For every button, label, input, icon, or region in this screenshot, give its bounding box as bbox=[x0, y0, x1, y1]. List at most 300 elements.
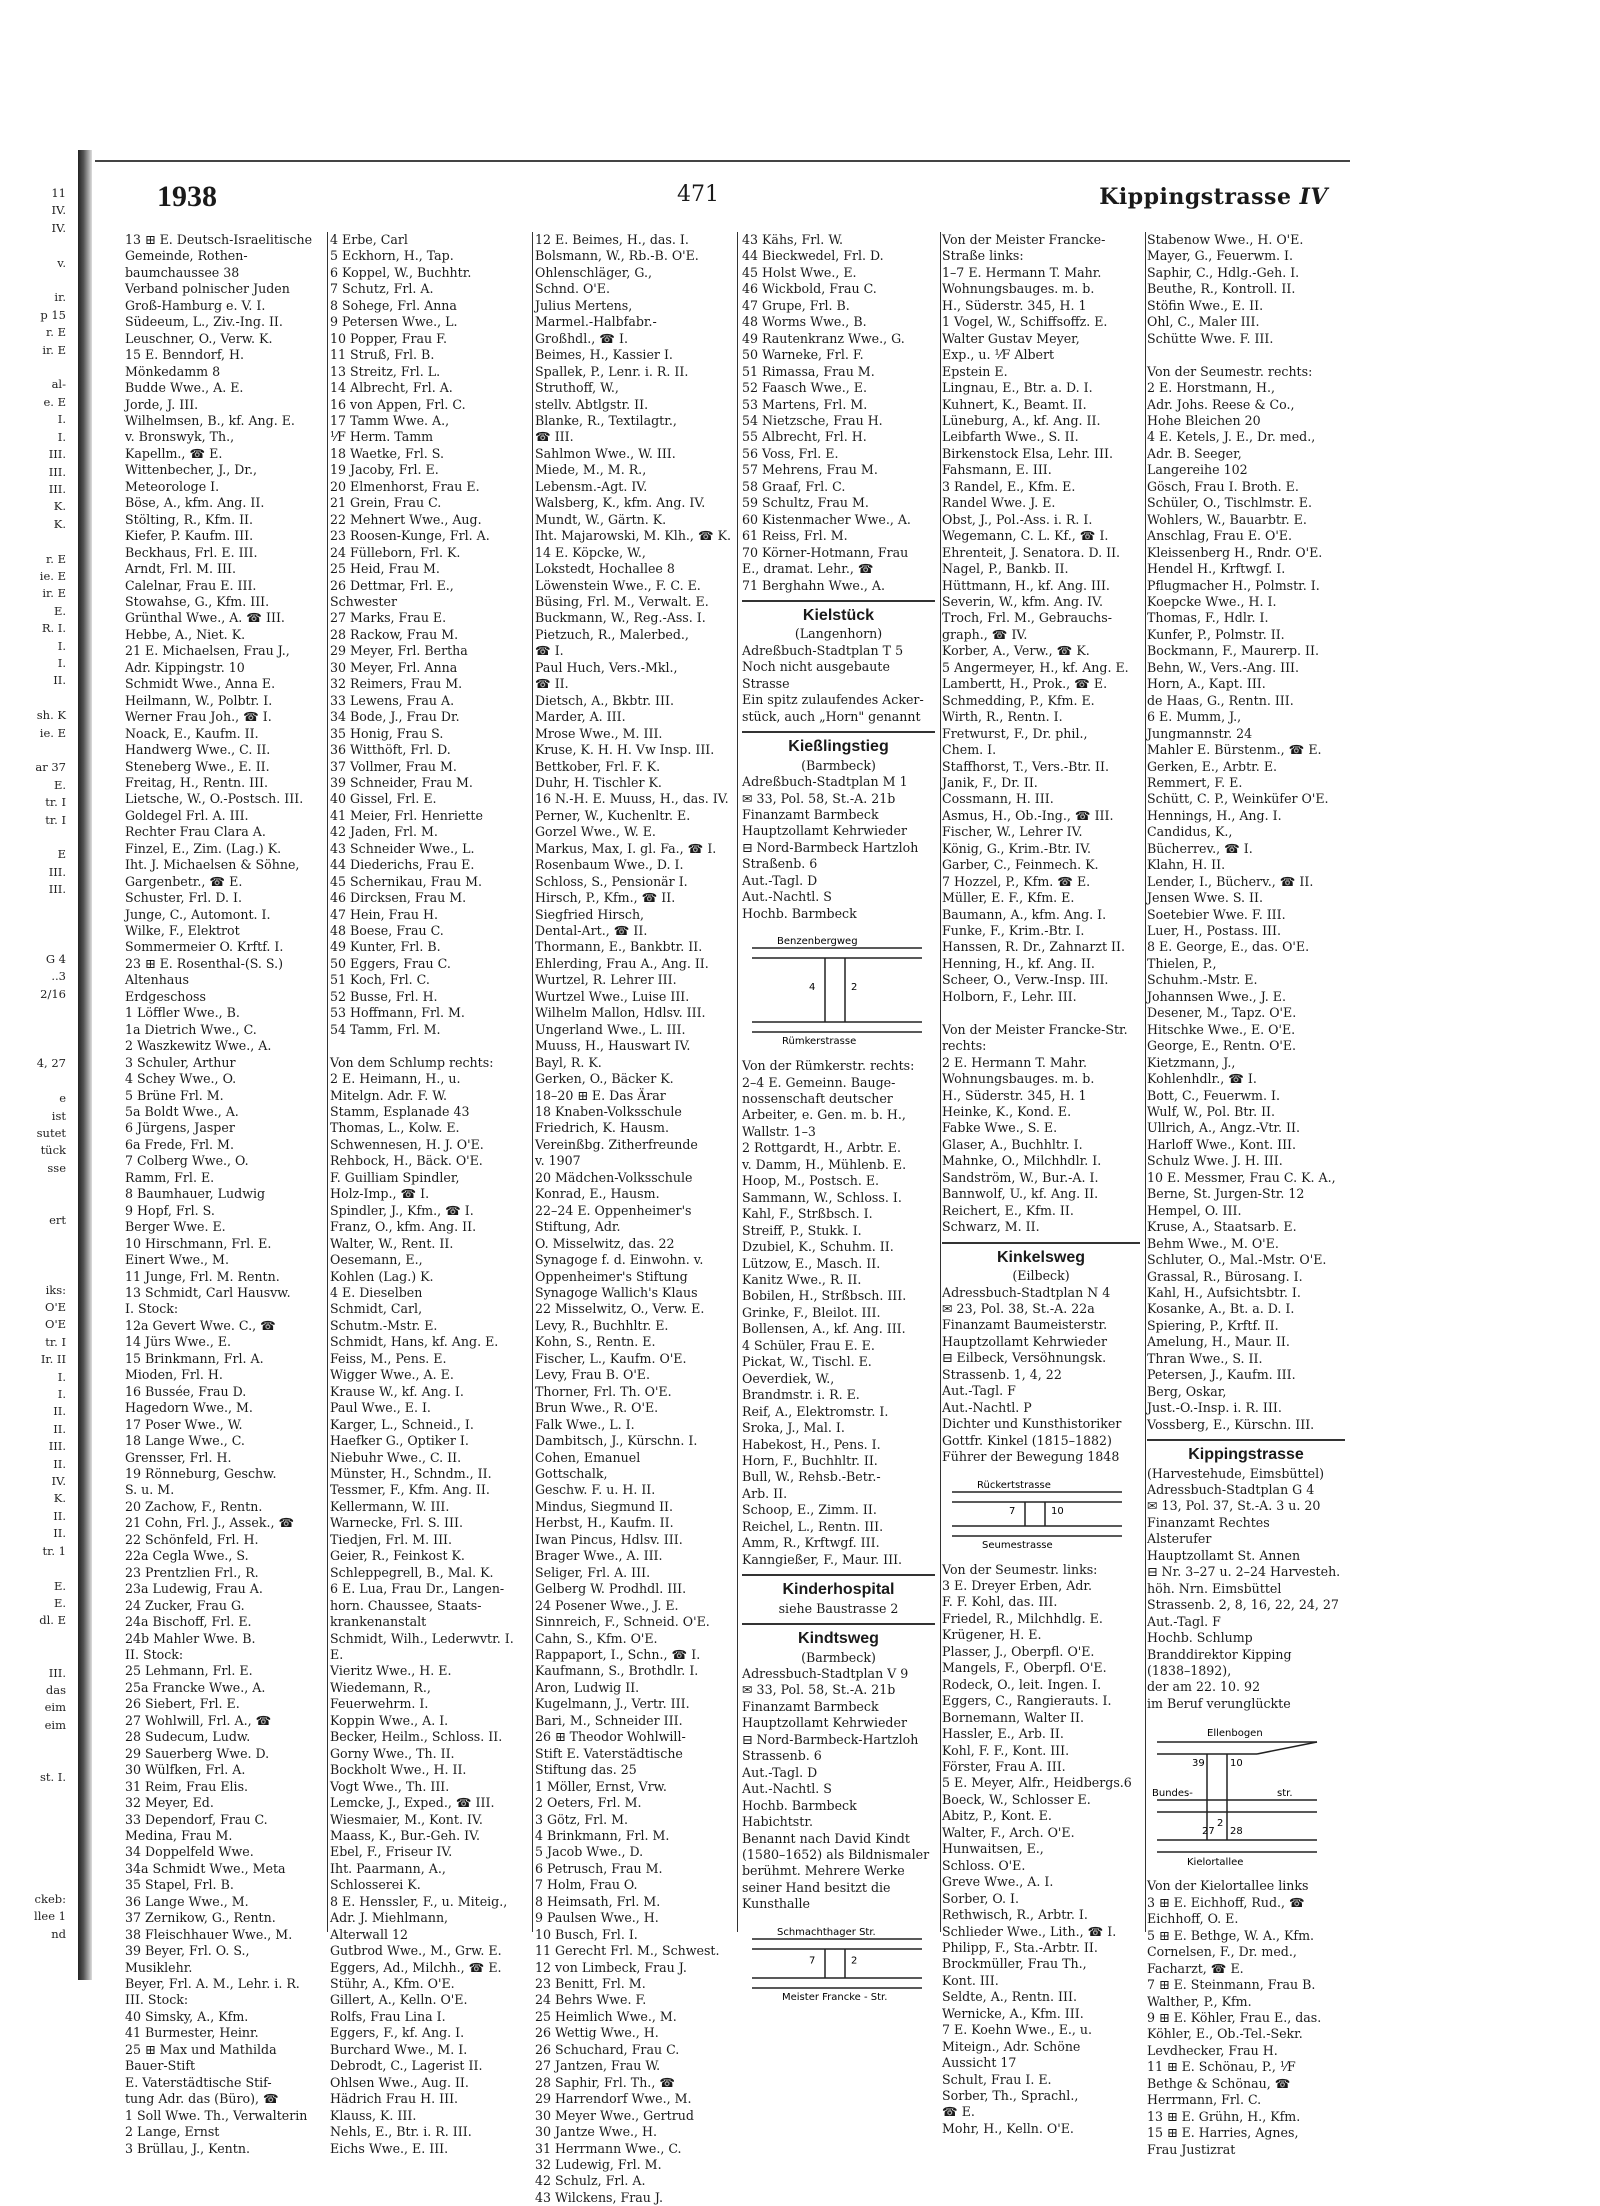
directory-entry: 10 Busch, Frl. I. bbox=[535, 1926, 638, 1942]
directory-entry: Henning, H., kf. Ang. II. bbox=[942, 955, 1095, 971]
directory-entry: Cohen, Emanuel bbox=[535, 1449, 641, 1465]
directory-entry: Böse, A., kfm. Ang. II. bbox=[125, 495, 265, 511]
directory-entry: Calelnar, Frau E. III. bbox=[125, 577, 257, 593]
margin-fragment bbox=[0, 1873, 70, 1890]
directory-entry: Klahn, H. II. bbox=[1147, 857, 1226, 873]
street-info-line: höh. Nrn. Eimsbüttel bbox=[1147, 1580, 1282, 1596]
directory-entry: Kanitz Wwe., R. II. bbox=[742, 1272, 862, 1288]
directory-entry: 54 Nietzsche, Frau H. bbox=[742, 412, 883, 428]
street-info-line: Finanzamt Baumeisterstr. bbox=[942, 1317, 1108, 1333]
margin-fragment: sutet bbox=[36, 1125, 66, 1140]
directory-entry: Gelberg W. Prodhdl. III. bbox=[535, 1581, 687, 1597]
directory-entry: 3 Götz, Frl. M. bbox=[535, 1811, 629, 1827]
directory-entry: E., dramat. Lehr., ☎ bbox=[742, 561, 874, 577]
directory-entry: Beckhaus, Frl. E. III. bbox=[125, 544, 258, 560]
margin-fragment: ert bbox=[49, 1212, 66, 1227]
directory-entry: Schmedding, P., Kfm. E. bbox=[942, 692, 1095, 708]
directory-entry: 11 Struß, Frl. B. bbox=[330, 347, 435, 363]
directory-entry: 9 Petersen Wwe., L. bbox=[330, 314, 458, 330]
directory-entry: Asmus, H., Ob.-Ing., ☎ III. bbox=[942, 807, 1114, 823]
street-info-line: Dichter und Kunsthistoriker bbox=[942, 1416, 1122, 1432]
directory-entry: Horn, F., Buchhltr. II. bbox=[742, 1453, 878, 1468]
directory-entry: 14 Jürs Wwe., E. bbox=[125, 1334, 232, 1350]
directory-entry: 26 ⊞ Theodor Wohlwill- bbox=[535, 1729, 686, 1745]
directory-entry: Brager Wwe., A. III. bbox=[535, 1548, 663, 1564]
directory-entry: Bettkober, Frl. F. K. bbox=[535, 758, 661, 774]
directory-entry: 23 ⊞ E. Rosenthal-(S. S.) bbox=[125, 955, 284, 971]
directory-entry: Kohlen (Lag.) K. bbox=[330, 1268, 434, 1284]
directory-entry: Fischer, L., Kaufm. O'E. bbox=[535, 1350, 687, 1366]
street-info-line: Hochb. Schlump bbox=[1147, 1630, 1253, 1646]
book-spine bbox=[78, 150, 92, 1980]
directory-entry: Ohlsen Wwe., Aug. II. bbox=[330, 2074, 469, 2090]
street-info-line: Führer der Bewegung 1848 bbox=[942, 1449, 1120, 1465]
directory-entry: Lebensm.-Agt. IV. bbox=[535, 478, 648, 494]
margin-fragment bbox=[0, 1038, 70, 1055]
directory-entry: Wulf, W., Pol. Btr. II. bbox=[1147, 1104, 1276, 1120]
directory-entry: Gemeinde, Rothen- bbox=[125, 248, 248, 264]
street-section-title: Kinkelsweg bbox=[996, 1248, 1086, 1266]
street-info-line: Benannt nach David Kindt bbox=[742, 1830, 910, 1846]
directory-entry: 5 E. Meyer, Alfr., Heidbergs.6 bbox=[942, 1775, 1132, 1791]
directory-entry: Lokstedt, Hochallee 8 bbox=[535, 561, 675, 577]
street-info-line: Kunsthalle bbox=[742, 1896, 811, 1912]
directory-entry: Amelung, H., Maur. II. bbox=[1147, 1334, 1290, 1350]
directory-entry: Müller, E. F., Kfm. E. bbox=[942, 890, 1075, 906]
margin-fragment bbox=[0, 1229, 70, 1246]
directory-entry: Schuster, Frl. D. I. bbox=[125, 890, 242, 906]
directory-entry: Wigger Wwe., A. E. bbox=[330, 1367, 454, 1383]
directory-entry: Pflugmacher H., Polmstr. I. bbox=[1147, 577, 1320, 593]
directory-entry: 5a Boldt Wwe., A. bbox=[125, 1104, 239, 1120]
directory-entry: Von dem Schlump rechts: bbox=[330, 1054, 494, 1070]
street-location-sketch bbox=[742, 930, 935, 1050]
directory-entry: Herbst, H., Kaufm. II. bbox=[535, 1515, 674, 1531]
directory-entry: Ullrich, A., Angz.-Vtr. II. bbox=[1147, 1120, 1300, 1136]
directory-entry: Lietsche, W., O.-Postsch. III. bbox=[125, 791, 304, 807]
directory-entry: Struthoff, W., bbox=[535, 380, 619, 396]
directory-entry: Rethwisch, R., Arbtr. I. bbox=[942, 1907, 1088, 1923]
directory-entry: Eggers, F., kf. Ang. I. bbox=[330, 2025, 465, 2041]
section-divider bbox=[742, 731, 935, 733]
directory-entry: 36 Witthöft, Frl. D. bbox=[330, 742, 451, 758]
margin-fragment: E bbox=[57, 847, 66, 862]
directory-entry: Adr. J. Miehlmann, bbox=[330, 1910, 449, 1926]
directory-entry: Hohe Bleichen 20 bbox=[1147, 412, 1261, 428]
directory-entry: Kosanke, A., Bt. a. D. I. bbox=[1147, 1301, 1295, 1317]
directory-entry: Fabke Wwe., S. E. bbox=[942, 1120, 1058, 1136]
margin-fragment: ir. E bbox=[42, 342, 66, 357]
directory-entry: Mohr, H., Kelln. O'E. bbox=[942, 2120, 1074, 2136]
directory-entry: Brun Wwe., R. O'E. bbox=[535, 1400, 659, 1416]
margin-fragment bbox=[0, 1786, 70, 1803]
directory-entry: Desener, M., Tapz. O'E. bbox=[1147, 1005, 1297, 1021]
street-info-line: Alsterufer bbox=[1147, 1531, 1212, 1547]
directory-entry: Wurtzel Wwe., Luise III. bbox=[535, 988, 690, 1004]
directory-entry: 37 Vollmer, Frau M. bbox=[330, 758, 457, 774]
directory-entry: 3 Brüllau, J., Kentn. bbox=[125, 2140, 250, 2156]
directory-entry: 55 Albrecht, Frl. H. bbox=[742, 429, 867, 445]
directory-entry: ☎ I. bbox=[535, 643, 564, 659]
directory-entry: 60 Kistenmacher Wwe., A. bbox=[742, 511, 911, 527]
margin-fragment bbox=[0, 1003, 70, 1020]
directory-entry: Gutbrod Wwe., M., Grw. E. bbox=[330, 1943, 502, 1959]
directory-entry: 7 Hozzel, P., Kfm. ☎ E. bbox=[942, 873, 1091, 889]
directory-entry: 24 Behrs Wwe. F. bbox=[535, 1992, 647, 2008]
directory-entry: 11 Gerecht Frl. M., Schwest. bbox=[535, 1943, 720, 1959]
directory-entry: Altenhaus bbox=[125, 972, 189, 988]
directory-entry: Wiesmaier, M., Kont. IV. bbox=[330, 1811, 483, 1827]
directory-entry: 27 Marks, Frau E. bbox=[330, 610, 447, 626]
margin-fragment bbox=[0, 1752, 70, 1769]
directory-entry: 28 Sudecum, Ludw. bbox=[125, 1729, 251, 1745]
street-info-line: Aut.-Nachtl. S bbox=[742, 889, 832, 905]
margin-fragment: nd bbox=[51, 1926, 66, 1941]
margin-fragment: III. bbox=[48, 1439, 66, 1454]
directory-entry: Hitschke Wwe., E. O'E. bbox=[1147, 1021, 1296, 1037]
directory-entry: Becker, Heilm., Schloss. II. bbox=[330, 1729, 503, 1745]
margin-fragment: I. bbox=[57, 1369, 66, 1384]
directory-entry: Bull, W., Rehsb.-Betr.- bbox=[742, 1469, 881, 1485]
directory-entry: Troch, Frl. M., Gebrauchs- bbox=[942, 610, 1112, 626]
directory-entry: 51 Koch, Frl. C. bbox=[330, 972, 430, 988]
column-rule bbox=[1145, 232, 1146, 1932]
directory-entry: Eggers, C., Rangierauts. I. bbox=[942, 1693, 1112, 1709]
directory-entry: 27 Jantzen, Frau W. bbox=[535, 2058, 661, 2074]
previous-page-sliver bbox=[0, 185, 70, 1975]
margin-fragment: E. bbox=[53, 603, 66, 618]
directory-entry: H., Süderstr. 345, H. 1 bbox=[942, 1087, 1087, 1103]
directory-entry: Bücherrev., ☎ I. bbox=[1147, 840, 1253, 856]
directory-entry: Stölting, R., Kfm. II. bbox=[125, 511, 254, 527]
street-info-line: Strassenb. 1, 4, 22 bbox=[942, 1366, 1062, 1382]
directory-entry: Rodeck, O., leit. Ingen. I. bbox=[942, 1676, 1102, 1692]
directory-entry: Fahsmann, E. III. bbox=[942, 462, 1052, 478]
directory-entry: 13 Streitz, Frl. L. bbox=[330, 363, 441, 379]
directory-entry: Lemcke, J., Exped., ☎ III. bbox=[330, 1795, 495, 1811]
street-section-title: Kießlingstieg bbox=[788, 738, 889, 756]
directory-entry: Meteorologe I. bbox=[125, 478, 220, 494]
directory-entry: Von der Meister Francke-Str. bbox=[942, 1021, 1128, 1037]
margin-fragment: sse bbox=[47, 1160, 66, 1175]
directory-entry: Boeck, W., Schlosser E. bbox=[942, 1791, 1091, 1807]
street-info-line: Finanzamt Barmbeck bbox=[742, 1698, 879, 1714]
directory-entry: Wirth, R., Rentn. I. bbox=[942, 709, 1063, 725]
directory-entry: Mahler E. Bürstenm., ☎ E. bbox=[1147, 742, 1322, 758]
directory-entry: Saphir, C., Hdlg.-Geh. I. bbox=[1147, 264, 1300, 280]
street-section-district: (Barmbeck) bbox=[801, 757, 876, 773]
margin-fragment: ar 37 bbox=[35, 760, 66, 775]
directory-entry: Schwennesen, H. J. O'E. bbox=[330, 1136, 484, 1152]
directory-entry: O. Misselwitz, das. 22 bbox=[535, 1235, 675, 1251]
directory-entry: Erdgeschoss bbox=[125, 988, 206, 1004]
directory-entry: 8 Sohege, Frl. Anna bbox=[330, 297, 457, 313]
street-location-sketch bbox=[1147, 1720, 1345, 1870]
street-info-line: seiner Hand besitzt die bbox=[742, 1879, 891, 1895]
directory-entry: Berne, St. Jurgen-Str. 12 bbox=[1147, 1186, 1305, 1202]
directory-entry: Schoop, E., Zimm. II. bbox=[742, 1502, 877, 1518]
directory-entry: 8 Baumhauer, Ludwig bbox=[125, 1186, 266, 1202]
directory-entry: Von der Meister Francke- bbox=[942, 232, 1106, 247]
directory-entry: 28 Saphir, Frl. Th., ☎ bbox=[535, 2074, 676, 2090]
directory-entry: 38 Fleischhauer Wwe., M. bbox=[125, 1926, 293, 1942]
directory-entry: Wernicke, A., Kfm. III. bbox=[942, 2005, 1084, 2021]
directory-entry: Schloss, S., Pensionär I. bbox=[535, 873, 688, 889]
directory-entry: Mioden, Frl. H. bbox=[125, 1367, 223, 1383]
directory-entry: Anschlag, Frau E. O'E. bbox=[1147, 528, 1293, 544]
directory-entry: Rechter Frau Clara A. bbox=[125, 824, 266, 840]
street-info-line: Branddirektor Kipping bbox=[1147, 1646, 1292, 1662]
directory-entry: Walter, W., Rent. II. bbox=[330, 1235, 454, 1251]
directory-entry: Seldte, A., Rentn. III. bbox=[942, 1989, 1077, 2005]
street-info-line: Hauptzollamt Kehrwieder bbox=[942, 1333, 1107, 1349]
margin-fragment: III. bbox=[48, 882, 66, 897]
street-info-line: ✉ 33, Pol. 58, St.-A. 21b bbox=[742, 1682, 896, 1698]
directory-entry: Rolfs, Frau Lina I. bbox=[330, 2008, 446, 2024]
directory-entry: Brandmstr. i. R. E. bbox=[742, 1387, 860, 1403]
directory-entry: Kleissenberg H., Rndr. O'E. bbox=[1147, 544, 1323, 560]
directory-entry: Fischer, W., Lehrer IV. bbox=[942, 824, 1083, 840]
map-house-number: 2 bbox=[1217, 1818, 1224, 1830]
section-divider bbox=[1147, 1439, 1345, 1441]
directory-entry: 49 Kunter, Frl. B. bbox=[330, 939, 441, 955]
directory-entry: Bockmann, F., Maurerp. II. bbox=[1147, 643, 1320, 659]
map-street-name: Seumestrasse bbox=[982, 1539, 1053, 1551]
directory-entry: nossenschaft deutscher bbox=[742, 1091, 893, 1107]
directory-entry: Vieritz Wwe., H. E. bbox=[330, 1663, 452, 1679]
directory-entry: Beimes, H., Kassier I. bbox=[535, 347, 673, 363]
directory-entry: Oppenheimer's Stiftung bbox=[535, 1268, 688, 1284]
directory-entry: Schlosserei K. bbox=[330, 1877, 421, 1893]
directory-entry: 26 Dettmar, Frl. E., bbox=[330, 577, 454, 593]
directory-entry: Schulz Wwe. J. H. III. bbox=[1147, 1153, 1283, 1169]
directory-entry: 1 Möller, Ernst, Vrw. bbox=[535, 1778, 667, 1794]
directory-entry: 18 Lange Wwe., C. bbox=[125, 1433, 245, 1449]
directory-entry: Spiering, P., Krftf. II. bbox=[1147, 1317, 1279, 1333]
margin-fragment: ckeb: bbox=[34, 1891, 66, 1906]
map-house-number: 10 bbox=[1051, 1505, 1064, 1517]
directory-entry: 30 Wülfken, Frl. A. bbox=[125, 1762, 246, 1778]
directory-entry: 57 Mehrens, Frau M. bbox=[742, 462, 878, 478]
directory-entry: 4 E. Dieselben bbox=[330, 1285, 423, 1300]
directory-entry: Sorber, Th., Sprachl., bbox=[942, 2088, 1079, 2104]
margin-fragment: O'E bbox=[45, 1300, 66, 1314]
margin-fragment bbox=[0, 1734, 70, 1751]
margin-fragment bbox=[0, 742, 70, 759]
directory-entry: E. bbox=[330, 1646, 344, 1662]
margin-fragment: K. bbox=[53, 516, 66, 531]
directory-entry: Von der Seumestr. links: bbox=[942, 1561, 1098, 1577]
directory-entry: Mönkedamm 8 bbox=[125, 363, 221, 379]
directory-entry: 7 Schutz, Frl. A. bbox=[330, 281, 434, 297]
map-house-number: 7 bbox=[809, 1955, 816, 1967]
directory-entry: Stühr, A., Kfm. O'E. bbox=[330, 1976, 455, 1992]
directory-entry: Geier, R., Feinkost K. bbox=[330, 1548, 465, 1564]
directory-entry: Leibfarth Wwe., S. II. bbox=[942, 429, 1079, 445]
directory-entry: 42 Jaden, Frl. M. bbox=[330, 824, 438, 840]
directory-entry: Einert Wwe., M. bbox=[125, 1252, 229, 1268]
directory-entry: 15 Brinkmann, Frl. A. bbox=[125, 1350, 264, 1366]
directory-entry: Nagel, P., Bankb. II. bbox=[942, 561, 1069, 577]
directory-entry: 61 Reiss, Frl. M. bbox=[742, 528, 848, 544]
column-4 bbox=[742, 232, 935, 2003]
directory-entry: Lambertt, H., Prok., ☎ E. bbox=[942, 676, 1108, 692]
page-header bbox=[95, 180, 1350, 220]
directory-entry: Ohlenschläger, G., bbox=[535, 264, 652, 280]
page-street-heading bbox=[1099, 184, 1328, 210]
directory-entry: Sorber, O. I. bbox=[942, 1890, 1019, 1906]
directory-entry: Schleppegrell, B., Mal. K. bbox=[330, 1564, 494, 1580]
directory-entry: Schwester bbox=[330, 593, 398, 609]
directory-entry: Tessmer, F., Kfm. Ang. II. bbox=[330, 1482, 490, 1498]
directory-entry: 25 Heid, Frau M. bbox=[330, 561, 440, 577]
margin-fragment: das bbox=[45, 1682, 66, 1697]
directory-entry: Straße links: bbox=[942, 248, 1024, 264]
directory-entry: 33 Dependorf, Frau C. bbox=[125, 1811, 268, 1827]
directory-entry: Hagedorn Wwe., M. bbox=[125, 1400, 253, 1416]
street-location-sketch bbox=[942, 1474, 1140, 1554]
directory-entry: Hebbe, A., Niet. K. bbox=[125, 626, 246, 642]
directory-entry: 17 Tamm Wwe. A., bbox=[330, 412, 450, 428]
street-info-line: Adressbuch-Stadtplan G 4 bbox=[1147, 1481, 1315, 1497]
directory-entry: Staffhorst, T., Vers.-Btr. II. bbox=[942, 758, 1109, 774]
directory-entry: Kapellm., ☎ E. bbox=[125, 445, 223, 461]
street-info-line: Hauptzollamt Kehrwieder bbox=[742, 1715, 907, 1731]
directory-entry: Kohl, F. F., Kont. III. bbox=[942, 1742, 1070, 1758]
directory-entry: 20 Elmenhorst, Frau E. bbox=[330, 478, 480, 494]
margin-fragment: ..3 bbox=[51, 969, 66, 984]
street-info-line: (Harvestehude, Eimsbüttel) bbox=[1147, 1465, 1325, 1481]
directory-entry: Wilhelm Mallon, Hdlsv. III. bbox=[535, 1005, 706, 1021]
directory-entry: 4 Erbe, Carl bbox=[330, 232, 408, 247]
directory-entry: Arndt, Frl. M. III. bbox=[125, 561, 236, 577]
directory-entry: Langereihe 102 bbox=[1147, 462, 1248, 478]
margin-fragment: llee 1 bbox=[34, 1909, 66, 1924]
directory-entry: Thormann, E., Bankbtr. II. bbox=[535, 939, 703, 955]
margin-fragment: II. bbox=[53, 1421, 66, 1436]
directory-entry: Just.-O.-Insp. i. R. III. bbox=[1147, 1400, 1282, 1416]
directory-entry: Tiedjen, Frl. M. III. bbox=[330, 1531, 453, 1547]
map-street-name: Ellenbogen bbox=[1207, 1728, 1263, 1740]
directory-entry: Walsberg, K., kfm. Ang. IV. bbox=[535, 495, 706, 511]
directory-entry: 59 Schultz, Frau M. bbox=[742, 495, 869, 511]
directory-entry: Siegfried Hirsch, bbox=[535, 906, 645, 922]
street-info-line: (1838–1892), bbox=[1147, 1662, 1232, 1678]
margin-fragment: O'E bbox=[45, 1317, 66, 1332]
directory-entry: Hennings, H., Ang. I. bbox=[1147, 807, 1282, 823]
column-5 bbox=[942, 232, 1140, 2136]
directory-entry: Werner Frau Joh., ☎ I. bbox=[125, 709, 272, 725]
directory-entry: 4 E. Ketels, J. E., Dr. med., bbox=[1147, 429, 1316, 445]
directory-entry: Iht. Majarowski, M. Klh., ☎ K. bbox=[535, 528, 732, 544]
directory-entry: 45 Schernikau, Frau M. bbox=[330, 873, 482, 889]
directory-entry: Vereinßbg. Zitherfreunde bbox=[535, 1136, 698, 1152]
directory-entry: 34a Schmidt Wwe., Meta bbox=[125, 1860, 286, 1876]
street-info-line: Aut.-Tagl. F bbox=[942, 1383, 1016, 1399]
section-divider bbox=[742, 1623, 935, 1625]
directory-entry: Rehbock, H., Bäck. O'E. bbox=[330, 1153, 483, 1169]
directory-entry: 36 Lange Wwe., M. bbox=[125, 1893, 249, 1909]
directory-entry: Petersen, J., Kaufm. III. bbox=[1147, 1367, 1296, 1383]
map-house-number: 27 bbox=[1202, 1826, 1215, 1838]
directory-entry: Maass, K., Bur.-Geh. IV. bbox=[330, 1827, 481, 1843]
directory-entry: Kahl, H., Aufsichtsbtr. I. bbox=[1147, 1285, 1301, 1300]
map-house-number: 2 bbox=[851, 1955, 858, 1967]
directory-entry: 21 Cohn, Frl. J., Assek., ☎ bbox=[125, 1515, 295, 1531]
margin-fragment: 4, 27 bbox=[36, 1056, 66, 1071]
directory-entry: Wegemann, C. L. Kf., ☎ I. bbox=[942, 528, 1109, 544]
directory-entry: Iht. J. Michaelsen & Söhne, bbox=[125, 857, 300, 873]
directory-entry: Facharzt, ☎ E. bbox=[1147, 1960, 1244, 1976]
margin-fragment: II. bbox=[53, 1404, 66, 1419]
directory-entry: Leuschner, O., Verw. K. bbox=[125, 330, 273, 346]
directory-entry: Budde Wwe., A. E. bbox=[125, 380, 244, 396]
directory-entry: Warnecke, Frl. S. III. bbox=[330, 1515, 463, 1531]
directory-entry: 43 Schneider Wwe., L. bbox=[330, 840, 475, 856]
directory-entry: Buckmann, W., Reg.-Ass. I. bbox=[535, 610, 706, 626]
map-house-number: 4 bbox=[809, 982, 816, 994]
directory-entry: ☎ II. bbox=[535, 676, 569, 692]
map-street-name: Bundes- bbox=[1152, 1788, 1193, 1800]
directory-entry: Gorzel Wwe., W. E. bbox=[535, 824, 656, 840]
directory-entry: 54 Tamm, Frl. M. bbox=[330, 1021, 441, 1037]
directory-entry: Dental-Art., ☎ II. bbox=[535, 923, 648, 939]
directory-entry: Synagoge Wallich's Klaus bbox=[535, 1285, 698, 1300]
directory-entry: Gargenbetr., ☎ E. bbox=[125, 873, 243, 889]
margin-fragment: G 4 bbox=[45, 951, 66, 966]
section-divider bbox=[742, 600, 935, 602]
map-street-name: Benzenbergweg bbox=[777, 936, 858, 948]
directory-entry: Scheer, O., Verw.-Insp. III. bbox=[942, 972, 1109, 988]
directory-entry: 4 Schey Wwe., O. bbox=[125, 1071, 237, 1087]
directory-entry: 29 Sauerberg Wwe. D. bbox=[125, 1745, 270, 1761]
directory-entry: Wohnungsbauges. m. b. bbox=[942, 1071, 1095, 1087]
directory-entry: Duhr, H. Tischler K. bbox=[535, 774, 662, 790]
directory-entry: Wohnungsbauges. m. b. bbox=[942, 281, 1095, 297]
directory-entry: 51 Rimassa, Frau M. bbox=[742, 363, 875, 379]
directory-entry: Herrmann, Frl. C. bbox=[1147, 2092, 1262, 2108]
directory-entry: Eggers, Ad., Milchh., ☎ E. bbox=[330, 1959, 502, 1975]
margin-fragment: K. bbox=[53, 1491, 66, 1506]
map-house-number: 39 bbox=[1192, 1758, 1205, 1770]
directory-entry: Synagoge f. d. Einwohn. v. bbox=[535, 1252, 704, 1268]
margin-fragment bbox=[0, 1195, 70, 1212]
directory-entry: Candidus, K., bbox=[1147, 824, 1233, 840]
directory-entry: 8 E. Henssler, F., u. Miteig., bbox=[330, 1893, 508, 1909]
margin-fragment: ie. E bbox=[39, 568, 66, 583]
directory-entry: 7 E. Koehn Wwe., E., u. bbox=[942, 2022, 1093, 2038]
directory-entry: Nehls, E., Btr. i. R. III. bbox=[330, 2124, 472, 2140]
map-street-name: Kielortallee bbox=[1187, 1857, 1244, 1869]
directory-entry: 49 Rautenkranz Wwe., G. bbox=[742, 330, 905, 346]
street-info-line: Adreßbuch-Stadtplan T 5 bbox=[742, 642, 904, 658]
directory-entry: Reichert, E., Kfm. II. bbox=[942, 1202, 1074, 1218]
directory-entry: Levdhecker, Frau H. bbox=[1147, 2042, 1278, 2058]
directory-entry: Julius Mertens, bbox=[535, 297, 633, 313]
directory-entry: 23 Benitt, Frl. M. bbox=[535, 1976, 646, 1992]
directory-entry: 18–20 ⊞ E. Das Ärar bbox=[535, 1087, 666, 1103]
directory-entry: Friedel, R., Milchhdlg. E. bbox=[942, 1610, 1103, 1626]
directory-entry: v. 1907 bbox=[535, 1153, 581, 1169]
directory-entry bbox=[330, 1038, 528, 1054]
street-info-line: Hauptzollamt St. Annen bbox=[1147, 1547, 1301, 1563]
directory-entry: Münster, H., Schndm., II. bbox=[330, 1465, 492, 1481]
directory-entry: Rosenbaum Wwe., D. I. bbox=[535, 857, 684, 873]
directory-entry: 44 Diederichs, Frau E. bbox=[330, 857, 475, 873]
directory-entry: 22a Cegla Wwe., S. bbox=[125, 1548, 249, 1564]
directory-entry: 5 Eckhorn, H., Tap. bbox=[330, 248, 454, 264]
margin-fragment: II. bbox=[53, 1508, 66, 1523]
